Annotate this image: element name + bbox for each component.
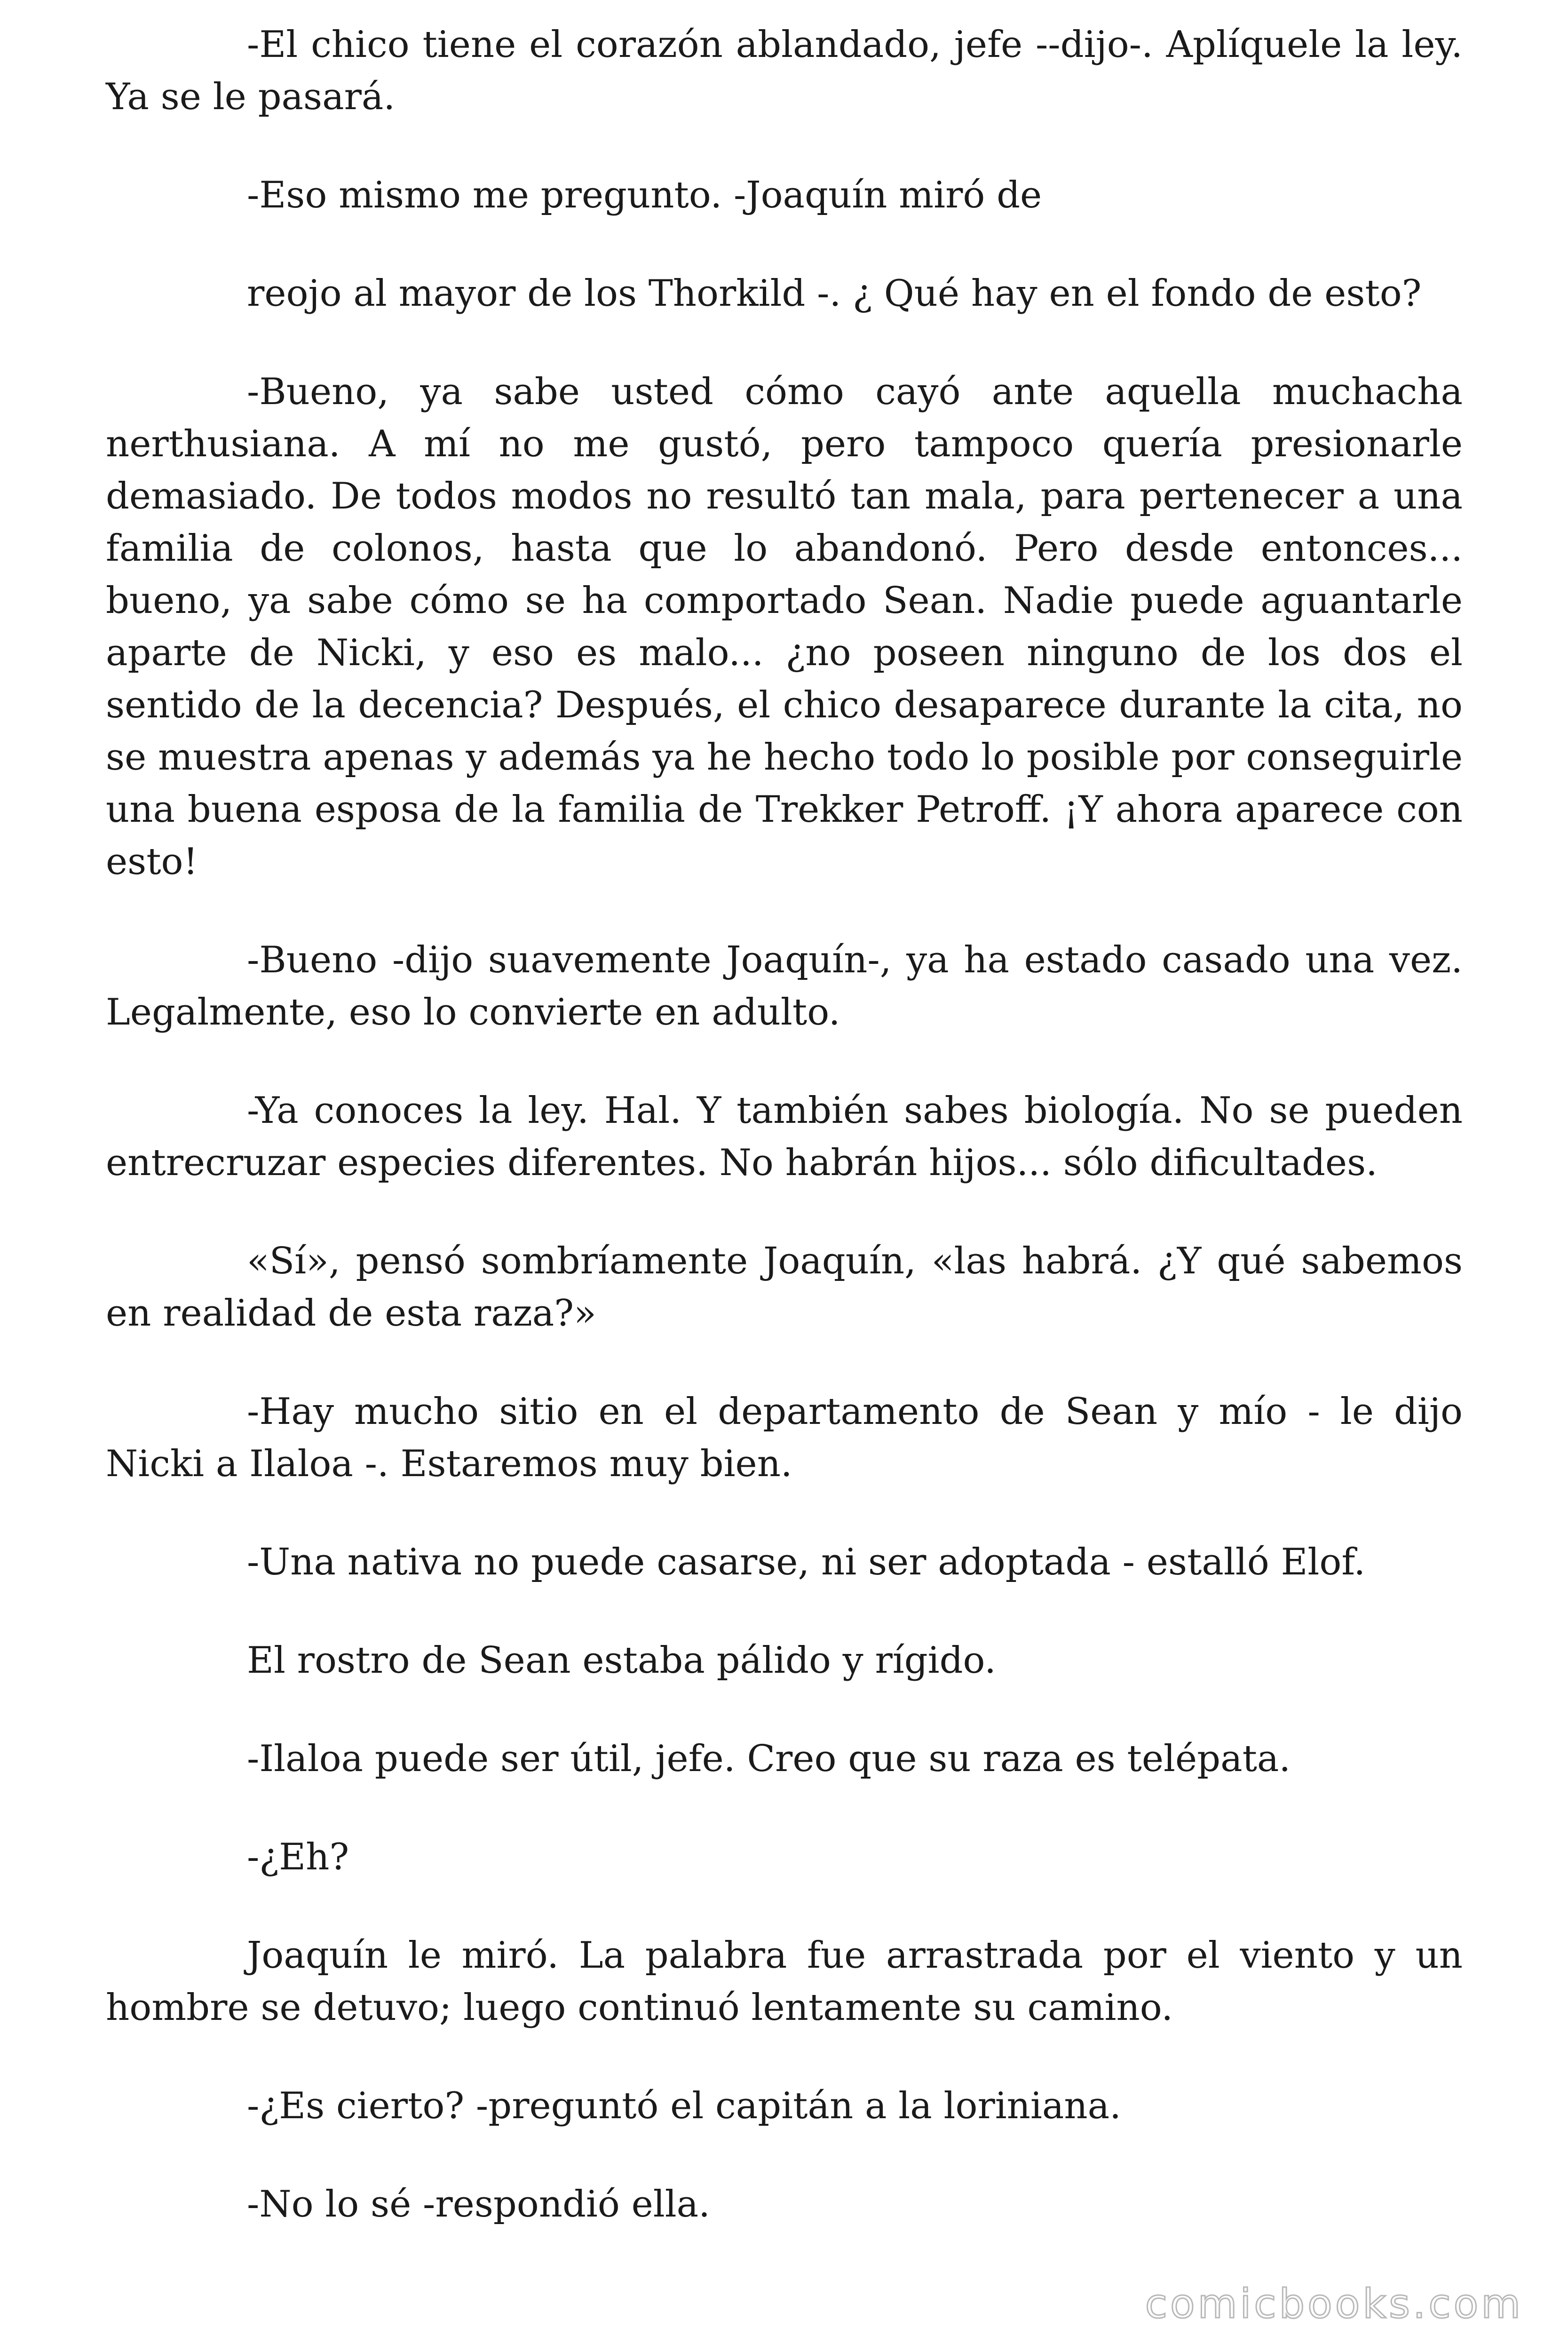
paragraph-7: «Sí», pensó sombríamente Joaquín, «las habrá. ¿Y qué sabemos en realidad de esta raza?» bbox=[106, 1240, 1463, 1335]
paragraph-2: -Eso mismo me pregunto. -Joaquín miró de bbox=[247, 174, 1042, 216]
paragraph-14: -¿Es cierto? -preguntó el capitán a la loriniana. bbox=[247, 2085, 1121, 2127]
document-page bbox=[106, 19, 1463, 2277]
paragraph-10: El rostro de Sean estaba pálido y rígido. bbox=[247, 1639, 996, 1682]
paragraph-11: -Ilaloa puede ser útil, jefe. Creo que su raza es telépata. bbox=[247, 1738, 1291, 1780]
paragraph-4: -Bueno, ya sabe usted cómo cayó ante aquella muchacha nerthusiana. A mí no me gustó, pero tampoco quería presionarle demasiado. De todos modos no resultó tan mala, para pertenecer a una familia de colonos, hasta que lo abandonó. Pero desde entonces... bueno, ya sabe cómo se ha comportado Sean. Nadie puede aguantarle aparte de Nicki, y eso es malo... ¿no poseen ninguno de los dos el sentido de la decencia? Después, el chico desaparece durante la cita, no se muestra apenas y además ya he hecho todo lo posible por conseguirle una buena esposa de la familia de Trekker Petroff. ¡Y ahora aparece con esto! bbox=[106, 371, 1463, 883]
paragraph-5: -Bueno -dijo suavemente Joaquín-, ya ha estado casado una vez. Legalmente, eso lo convierte en adulto. bbox=[106, 939, 1463, 1033]
paragraph-3: reojo al mayor de los Thorkild -. ¿ Qué hay en el fondo de esto? bbox=[247, 272, 1422, 315]
paragraph-9: -Una nativa no puede casarse, ni ser adoptada - estalló Elof. bbox=[247, 1541, 1366, 1583]
paragraph-15: -No lo sé -respondió ella. bbox=[247, 2183, 710, 2225]
paragraph-13: Joaquín le miró. La palabra fue arrastrada por el viento y un hombre se detuvo; luego continuó lentamente su camino. bbox=[106, 1934, 1463, 2029]
paragraph-6: -Ya conoces la ley. Hal. Y también sabes biología. No se pueden entrecruzar especies diferentes. No habrán hijos... sólo dificultades. bbox=[106, 1089, 1463, 1184]
paragraph-1: -El chico tiene el corazón ablandado, jefe --dijo-. Aplíquele la ley. Ya se le pasará. bbox=[106, 24, 1463, 118]
paragraph-8: -Hay mucho sitio en el departamento de Sean y mío - le dijo Nicki a Ilaloa -. Estaremos muy bien. bbox=[106, 1391, 1463, 1485]
watermark-logo: comicbooks.com bbox=[1145, 2280, 1523, 2328]
paragraph-12: -¿Eh? bbox=[247, 1836, 349, 1878]
